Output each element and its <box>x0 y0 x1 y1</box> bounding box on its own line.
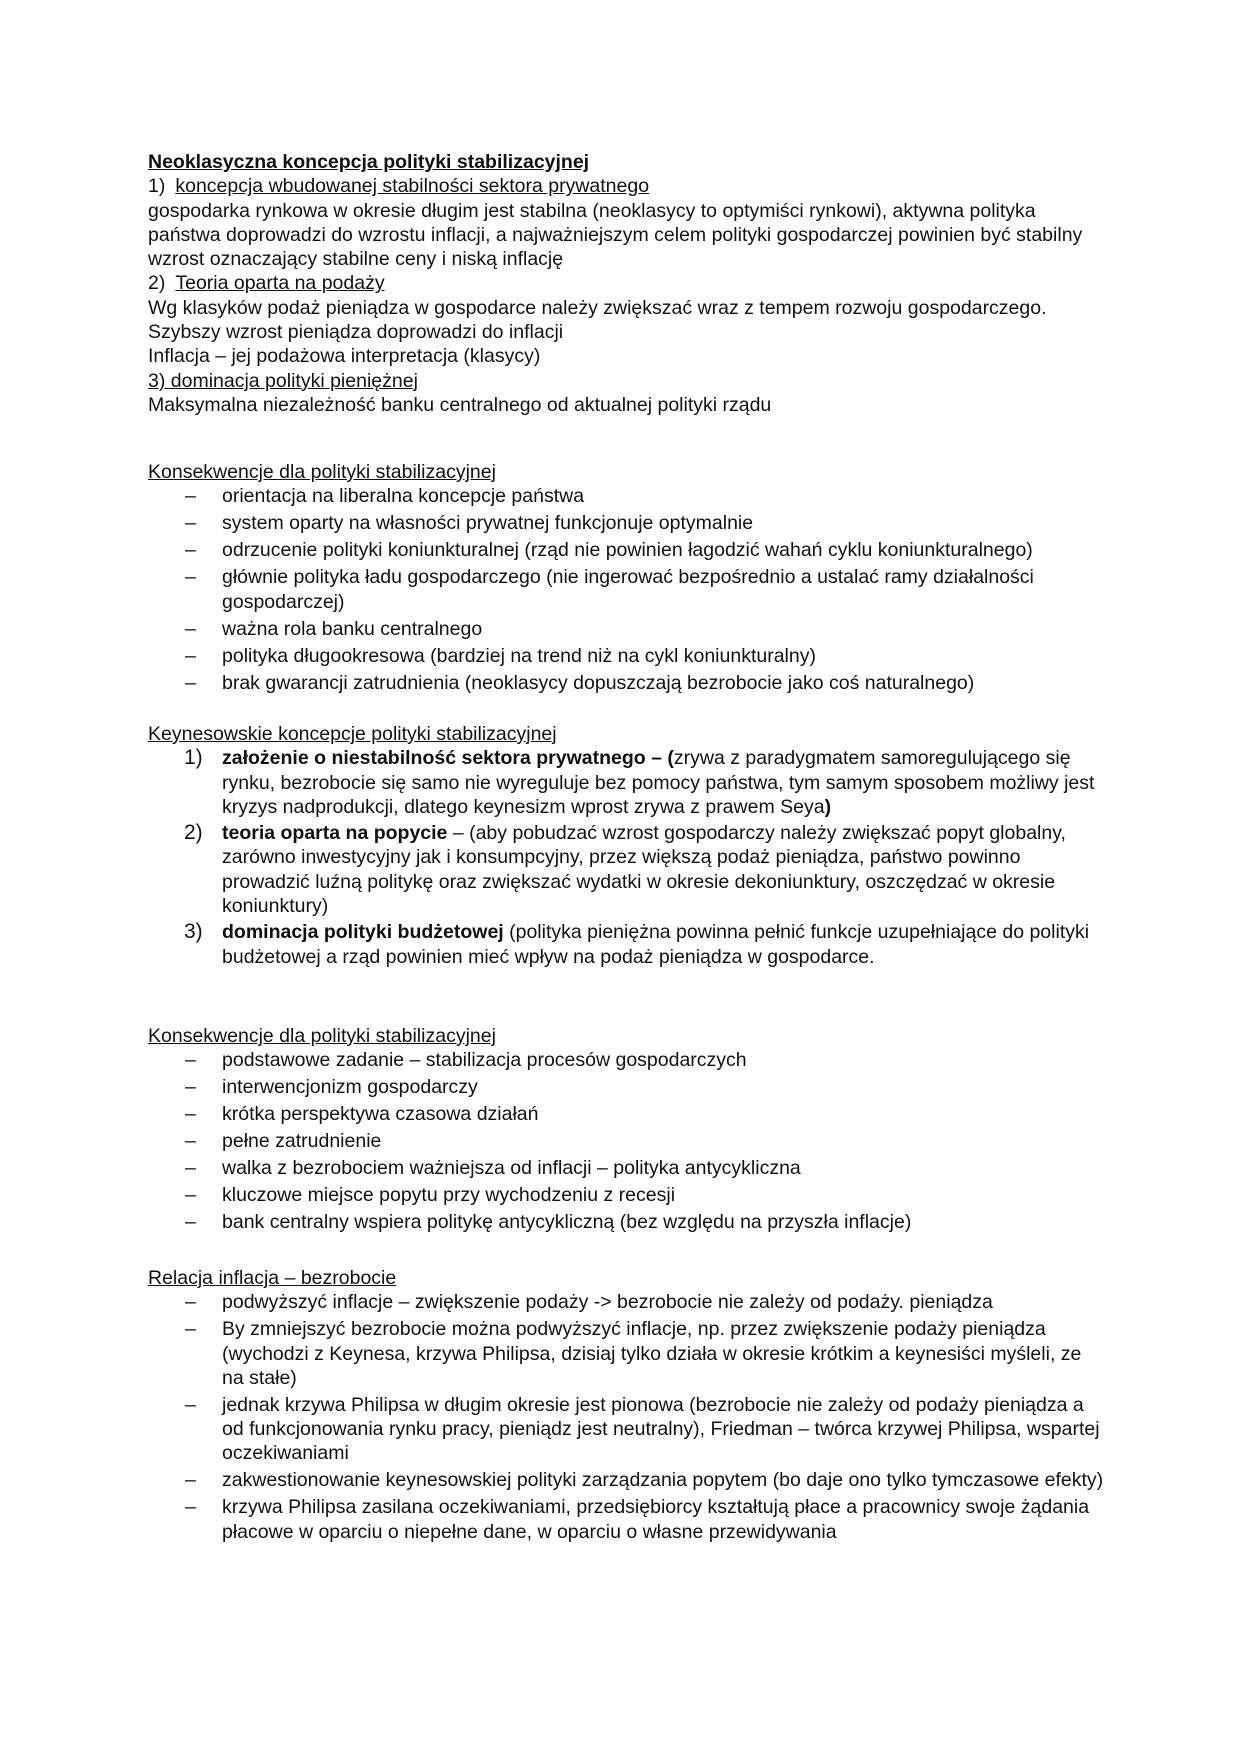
numbered-heading <box>148 271 1108 295</box>
list-item: – podstawowe zadanie – stabilizacja procesów gospodarczych <box>185 1049 747 1072</box>
item-bold-lead: dominacja polityki budżetowej <box>222 921 504 944</box>
dash-bullet: – <box>185 1049 196 1072</box>
numbered-heading <box>148 369 1108 393</box>
dash-bullet: – <box>185 1130 196 1153</box>
list-item: – system oparty na własności prywatnej funkcjonuje optymalnie <box>185 512 754 535</box>
list-item <box>148 920 1108 969</box>
list-item <box>148 821 1108 918</box>
list-item: – ważna rola banku centralnego <box>185 617 483 640</box>
dash-bullet: – <box>185 644 196 667</box>
section-title: Konsekwencje dla polityki stabilizacyjnej <box>148 461 496 483</box>
dash-bullet: – <box>185 1103 196 1126</box>
dash-bullet: – <box>185 485 196 508</box>
heading-number: 1) <box>148 175 166 198</box>
section-neoclassical <box>148 150 1108 417</box>
item-number: 1) <box>184 746 203 770</box>
list-item <box>148 746 1108 819</box>
section-title: Keynesowskie koncepcje polityki stabilizacyjnej <box>148 723 557 745</box>
numbered-list <box>148 746 1108 969</box>
dash-bullet: – <box>185 539 196 562</box>
list-item: – odrzucenie polityki koniunkturalnej (rząd nie powinien łagodzić wahań cyklu koniunkturalnego) <box>185 539 1033 562</box>
list-item: – walka z bezrobociem ważniejsza od inflacji – polityka antycykliczna <box>185 1157 801 1180</box>
item-bold-lead: założenie o niestabilność sektora prywatnego – ( <box>222 747 674 770</box>
section-inflation-unemployment <box>148 1266 1108 1547</box>
item-tail: ) <box>824 795 832 818</box>
list-item: – krótka perspektywa czasowa działań <box>185 1103 539 1126</box>
section-title: Neoklasyczna koncepcja polityki stabilizacyjnej <box>148 151 590 173</box>
heading-text: Teoria oparta na podaży <box>175 272 385 295</box>
list-item: – interwencjonizm gospodarczy <box>185 1076 478 1099</box>
list-item: – jednak krzywa Philipsa w długim okresie jest pionowa (bezrobocie nie zależy od podaży pieniądza a od funkcjonowania rynku pracy, pieniądz jest neutralny), Friedman – twórca krzywej Philipsa, wspartej oczekiwaniami <box>185 1393 1100 1465</box>
dash-bullet: – <box>185 1291 196 1314</box>
list-item: – krzywa Philipsa zasilana oczekiwaniami, przedsiębiorcy kształtują płace a pracownicy swoje żądania płacowe w oparciu o niepełne dane, w oparciu o własne przewidywania <box>185 1496 1090 1543</box>
section-title: Relacja inflacja – bezrobocie <box>148 1267 397 1289</box>
heading-text: dominacja polityki pieniężnej <box>165 369 418 392</box>
paragraph: gospodarka rynkowa w okresie długim jest stabilna (neoklasycy to optymiści rynkowi), aktywna polityka państwa doprowadzi do wzrostu inflacji, a najważniejszym celem polityki gospodarczej powinien być stabilny wzrost oznaczający stabilne ceny i niską inflację <box>148 199 1083 271</box>
dash-bullet: – <box>185 617 196 640</box>
bullet-list <box>148 484 1108 695</box>
dash-bullet: – <box>185 1076 196 1099</box>
section-title: Konsekwencje dla polityki stabilizacyjnej <box>148 1025 496 1047</box>
section-keynesian-consequences <box>148 1024 1108 1237</box>
list-item: – brak gwarancji zatrudnienia (neoklasycy dopuszczają bezrobocie jako coś naturalnego) <box>185 671 975 694</box>
dash-bullet: – <box>185 1496 196 1519</box>
bullet-list <box>148 1048 1108 1234</box>
paragraph: Szybszy wzrost pieniądza doprowadzi do inflacji <box>148 321 564 344</box>
dash-bullet: – <box>185 1469 196 1492</box>
item-text: – (aby pobudzać wzrost gospodarczy należy zwiększać popyt globalny, zarówno inwestycyjny jak i konsumpcyjny, przez większą podaż pieniądza, państwo powinno prowadzić luźną politykę oraz zwiększać wydatki w okresie dekoniunktury, oszczędzać w okresie koniunktury) <box>222 822 1066 918</box>
item-bold-lead: teoria oparta na popycie <box>222 822 448 845</box>
list-item: – orientacja na liberalna koncepcje państwa <box>185 485 585 508</box>
list-item: – polityka długookresowa (bardziej na trend niż na cykl koniunkturalny) <box>185 644 816 667</box>
bullet-list <box>148 1290 1108 1544</box>
dash-bullet: – <box>185 1318 196 1341</box>
dash-bullet: – <box>185 1211 196 1234</box>
heading-number: 2) <box>148 272 166 295</box>
dash-bullet: – <box>185 1157 196 1180</box>
paragraph: Wg klasyków podaż pieniądza w gospodarce należy zwiększać wraz z tempem rozwoju gospodarczego. <box>148 296 1047 319</box>
list-item: – pełne zatrudnienie <box>185 1130 382 1153</box>
heading-text: koncepcja wbudowanej stabilności sektora prywatnego <box>175 175 650 198</box>
section-neoclassical-consequences <box>148 460 1108 697</box>
dash-bullet: – <box>185 512 196 535</box>
item-number: 2) <box>184 821 203 845</box>
section-keynesian <box>148 722 1108 971</box>
item-text: (polityka pieniężna powinna pełnić funkcje uzupełniające do polityki budżetowej a rząd powinien mieć wpływ na podaż pieniądza w gospodarce. <box>222 921 1090 968</box>
dash-bullet: – <box>185 1184 196 1207</box>
list-item: – kluczowe miejsce popytu przy wychodzeniu z recesji <box>185 1184 676 1207</box>
dash-bullet: – <box>185 566 196 589</box>
paragraph: Maksymalna niezależność banku centralnego od aktualnej polityki rządu <box>148 393 772 416</box>
heading-number: 3) <box>148 369 166 392</box>
dash-bullet: – <box>185 671 196 694</box>
dash-bullet: – <box>185 1393 196 1416</box>
list-item: – bank centralny wspiera politykę antycykliczną (bez względu na przyszła inflacje) <box>185 1211 912 1234</box>
list-item: – podwyższyć inflacje – zwiększenie podaży -> bezrobocie nie zależy od podaży. pieniądza <box>185 1291 993 1314</box>
list-item: – zakwestionowanie keynesowskiej polityki zarządzania popytem (bo daje ono tylko tymczasowe efekty) <box>185 1469 1104 1492</box>
list-item: – głównie polityka ładu gospodarczego (nie ingerować bezpośrednio a ustalać ramy działalności gospodarczej) <box>185 566 1034 613</box>
numbered-heading <box>148 174 1108 198</box>
item-text: zrywa z paradygmatem samoregulującego się rynku, bezrobocie się samo nie wyreguluje bez pomocy państwa, tym samym sposobem możliwy jest kryzys nadprodukcji, dlatego keynesizm wprost zrywa z prawem Seya <box>222 747 1095 818</box>
paragraph: Inflacja – jej podażowa interpretacja (klasycy) <box>148 345 541 368</box>
list-item: – By zmniejszyć bezrobocie można podwyższyć inflacje, np. przez zwiększenie podaży pieniądza (wychodzi z Keynesa, krzywa Philipsa, dzisiaj tylko działa w okresie krótkim a keynesiści myśleli, ze na stałe) <box>185 1318 1082 1389</box>
item-number: 3) <box>184 920 203 944</box>
